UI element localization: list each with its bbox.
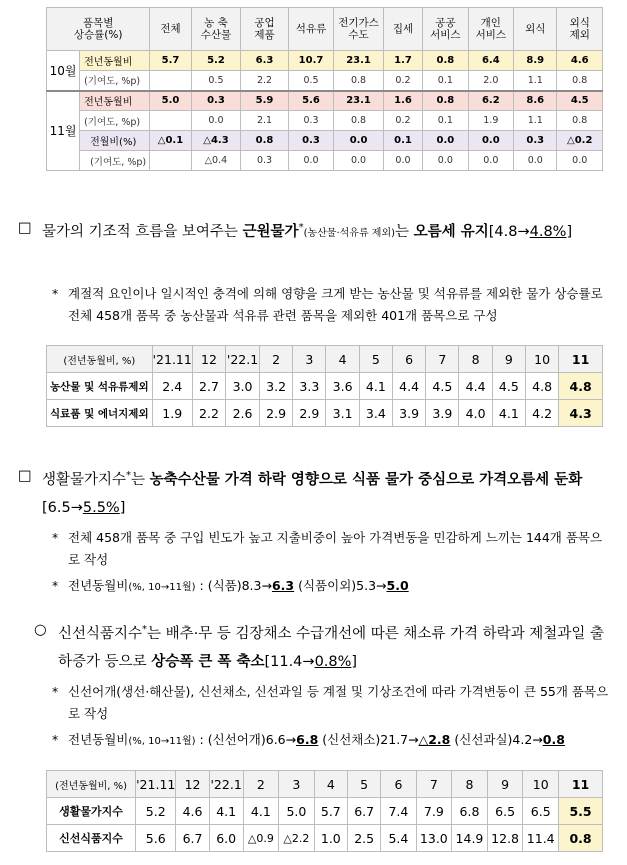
living-fresh-index-table [46,770,603,852]
table-cell: 3.2 [259,373,292,400]
table-cell: 0.1 [423,111,468,131]
table-cell: 4.5 [557,91,603,111]
table-cell: 7.4 [381,798,416,825]
table-cell: 4.8 [559,373,603,400]
table-cell: 2.1 [241,111,289,131]
table-cell: 0.0 [383,151,422,171]
row-label: (기여도, %p) [80,151,150,171]
table-cell: 2.7 [192,373,225,400]
row-label: 전월비(%) [80,131,150,151]
table-header-cell: (전년동월비, %) [47,771,136,798]
fresh-food-paragraph: ○ 신선식품지수*는 배추·무 등 김장채소 수급개선에 따른 채소류 가격 하락과 제철과일 출하증가 등으로 상승폭 큰 폭 축소[11.4→0.8%] [34,622,604,670]
table-header-cell: 4 [326,346,359,373]
table-cell: 1.9 [468,111,513,131]
table-cell: 6.8 [452,798,488,825]
fresh-food-yoy-note: * 전년동월비(%, 10→11월) : (신선어개)6.6→6.8 (신선채소)21.7→△2.8 (신선과실)4.2→0.8 [52,732,565,747]
table-cell: 0.0 [557,151,603,171]
table-header-cell: 5 [359,346,392,373]
table-cell: △0.1 [150,131,191,151]
table-cell: 5.6 [136,825,176,852]
table-cell: 4.2 [525,400,558,427]
table-cell: 0.0 [288,151,333,171]
table-cell: 5.7 [150,51,191,71]
row-label: 신선식품지수 [47,825,136,852]
table-cell: 6.7 [176,825,209,852]
table-cell: 6.2 [468,91,513,111]
table-cell: 0.3 [514,131,557,151]
table-cell: △0.9 [243,825,279,852]
table-cell: 5.0 [150,91,191,111]
core-inflation-table [46,345,603,427]
inflation-by-item-table [46,7,603,171]
table-cell: 0.2 [383,71,422,91]
col-header-dining-out: 외식 [514,8,557,51]
living-cost-yoy-note: * 전년동월비(%, 10→11월) : (식품)8.3→6.3 (식품이외)5.3→5.0 [52,578,409,593]
table-cell: 12.8 [487,825,523,852]
table-cell: 2.5 [347,825,380,852]
table-cell: 4.1 [209,798,243,825]
table-cell [150,111,191,131]
table-cell: 4.0 [459,400,492,427]
table-cell: △0.4 [191,151,241,171]
table-cell: 13.0 [416,825,452,852]
table-cell: 23.1 [334,91,384,111]
table-cell: 2.0 [468,71,513,91]
table-cell: 6.7 [347,798,380,825]
table-header-cell: '21.11 [136,771,176,798]
table-cell: 7.9 [416,798,452,825]
table-cell: 5.9 [241,91,289,111]
table-cell: 5.4 [381,825,416,852]
table-header-cell: 9 [492,346,525,373]
table-cell: 4.3 [559,400,603,427]
table-cell: 3.9 [426,400,459,427]
table-cell: 11.4 [523,825,559,852]
table-cell: 0.3 [288,111,333,131]
table-cell: 4.4 [392,373,425,400]
table-header-cell: 10 [523,771,559,798]
table-row [47,91,603,111]
table-cell: 0.0 [334,151,384,171]
table-cell: 0.0 [423,151,468,171]
row-label: (기여도, %p) [80,71,150,91]
table-header-cell: 12 [192,346,225,373]
table-cell: 1.1 [514,71,557,91]
table-cell: 3.9 [392,400,425,427]
table-row [47,825,603,852]
table-cell [150,151,191,171]
table-cell: 8.6 [514,91,557,111]
table-header-cell: 9 [487,771,523,798]
table-cell: 2.2 [192,400,225,427]
table-header-cell: 6 [392,346,425,373]
table-cell: 4.5 [426,373,459,400]
table-cell: 4.1 [359,373,392,400]
col-header-utilities: 전기가스 수도 [334,8,384,51]
table-cell: 0.8 [559,825,603,852]
table-row [47,71,603,91]
table-cell: 0.3 [241,151,289,171]
table-row [47,373,603,400]
table-header-cell: 4 [314,771,347,798]
table-cell: 6.0 [209,825,243,852]
table-cell: 2.6 [226,400,260,427]
table-row [47,798,603,825]
table-cell: 3.6 [326,373,359,400]
table-cell: 6.4 [468,51,513,71]
col-header-rent: 집세 [383,8,422,51]
table-header-cell: 2 [243,771,279,798]
table-cell: 0.1 [383,131,422,151]
table-cell: 0.8 [423,51,468,71]
core-inflation-paragraph: □ 물가의 기조적 흐름을 보여주는 근원물가*(농산물·석유류 제외)는 오름세 유지[4.8→4.8%] [18,214,618,248]
table-row [47,51,603,71]
table-header-cell: 2 [259,346,292,373]
row-label: 전년동월비 [80,51,150,71]
table-cell: 8.9 [514,51,557,71]
table-cell: 2.9 [259,400,292,427]
table-cell: 0.8 [557,71,603,91]
table-cell: 6.5 [523,798,559,825]
table-cell: 0.2 [383,111,422,131]
table-cell: 0.0 [334,131,384,151]
table-cell: 0.0 [191,111,241,131]
table1-corner-header: 품목별 상승률(%) [47,8,150,51]
table-cell: 14.9 [452,825,488,852]
table-cell: 3.1 [326,400,359,427]
table-header-cell: 3 [279,771,315,798]
living-cost-paragraph: □ 생활물가지수*는 농축수산물 가격 하락 영향으로 식품 물가 중심으로 가격오름세 둔화[6.5→5.5%] [18,462,618,522]
table-cell: 4.6 [176,798,209,825]
table-cell: 2.4 [152,373,192,400]
table-row [47,151,603,171]
table-cell: 0.0 [468,131,513,151]
table-cell: 3.4 [359,400,392,427]
table-cell: 0.0 [514,151,557,171]
table-header-cell: 6 [381,771,416,798]
table-row [47,400,603,427]
table-cell: 0.3 [288,131,333,151]
table-cell: 5.2 [191,51,241,71]
table-cell [150,71,191,91]
table-header-cell: '21.11 [152,346,192,373]
core-inflation-footnote: * 계절적 요인이나 일시적인 충격에 의해 영향을 크게 받는 농산물 및 석유류를 제외한 물가 상승률로 전체 458개 품목 중 농산물과 석유류 관련 품목을 제외한 401개 품목으로 구성 [52,286,603,323]
row-label: 농산물 및 석유류제외 [47,373,153,400]
table-cell: 0.8 [557,111,603,131]
table-cell: 10.7 [288,51,333,71]
table-cell: 4.1 [243,798,279,825]
col-header-excl-dining: 외식 제외 [557,8,603,51]
table-cell: 0.8 [241,131,289,151]
table-header-cell: 7 [416,771,452,798]
col-header-industrial: 공업 제품 [241,8,289,51]
row-label: 식료품 및 에너지제외 [47,400,153,427]
table-cell: 5.6 [288,91,333,111]
table-header-cell: 8 [459,346,492,373]
table-cell: 4.5 [492,373,525,400]
table-header-cell: 8 [452,771,488,798]
table-cell: 3.3 [293,373,326,400]
table-cell: 1.6 [383,91,422,111]
table-header-cell: 12 [176,771,209,798]
table-header-cell: 5 [347,771,380,798]
table-cell: 3.0 [226,373,260,400]
col-header-petroleum: 석유류 [288,8,333,51]
table-cell: △4.3 [191,131,241,151]
col-header-total: 전체 [150,8,191,51]
month-label-oct: 10월 [47,51,80,91]
fresh-food-footnote: * 신선어개(생선·해산물), 신선채소, 신선과일 등 계절 및 기상조건에 따라 가격변동이 큰 55개 품목으로 작성 [52,684,609,721]
table-row [47,131,603,151]
table-cell: 23.1 [334,51,384,71]
table-cell: 2.2 [241,71,289,91]
table-cell: 0.8 [334,71,384,91]
table-cell: 0.0 [468,151,513,171]
table-header-cell: 7 [426,346,459,373]
table-cell: 1.1 [514,111,557,131]
table-cell: 5.2 [136,798,176,825]
table-header-cell: (전년동월비, %) [47,346,153,373]
row-label: 생활물가지수 [47,798,136,825]
table-cell: 4.4 [459,373,492,400]
table-cell: 0.8 [334,111,384,131]
table-cell: 4.8 [525,373,558,400]
table-cell: 5.0 [279,798,315,825]
table-cell: 1.7 [383,51,422,71]
table-cell: 2.9 [293,400,326,427]
table-cell: 0.8 [423,91,468,111]
table-cell: 5.5 [559,798,603,825]
table-cell: 6.3 [241,51,289,71]
table-cell: △0.2 [557,131,603,151]
col-header-personal-service: 개인 서비스 [468,8,513,51]
table-cell: 4.1 [492,400,525,427]
table-header-cell: 10 [525,346,558,373]
living-cost-footnote: * 전체 458개 품목 중 구입 빈도가 높고 지출비중이 높아 가격변동을 민감하게 느끼는 144개 품목으로 작성 [52,530,603,567]
col-header-agri: 농 축 수산물 [191,8,241,51]
table-cell: 0.5 [191,71,241,91]
col-header-public-service: 공공 서비스 [423,8,468,51]
table-cell: 0.0 [423,131,468,151]
table-header-cell: '22.1 [226,346,260,373]
table-header-cell: 11 [559,771,603,798]
table-header-cell: 3 [293,346,326,373]
table-cell: 0.1 [423,71,468,91]
table-cell: 1.0 [314,825,347,852]
table-header-cell: '22.1 [209,771,243,798]
table-row [47,111,603,131]
table-cell: 0.3 [191,91,241,111]
row-label: (기여도, %p) [80,111,150,131]
row-label: 전년동월비 [80,91,150,111]
table-cell: 1.9 [152,400,192,427]
table-cell: △2.2 [279,825,315,852]
table-cell: 5.7 [314,798,347,825]
table-header-cell: 11 [559,346,603,373]
month-label-nov: 11월 [47,91,80,171]
table-cell: 0.5 [288,71,333,91]
table-cell: 6.5 [487,798,523,825]
table-cell: 4.6 [557,51,603,71]
